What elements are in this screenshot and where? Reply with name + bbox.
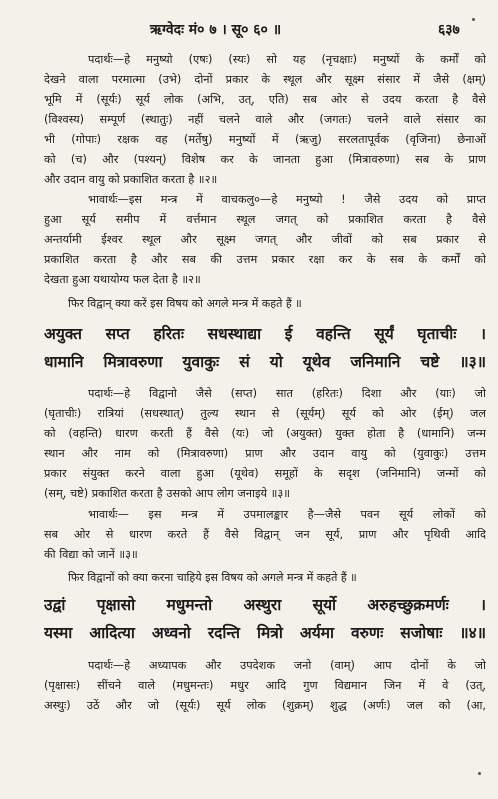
text-line: पदार्थः—हे मनुष्यो (एषः) (स्यः) सो यह (नृचक्षाः) मनुष्यों के कर्मों को xyxy=(88,53,486,66)
text-line: देखता हुआ यथायोग्य फल देता है ॥२॥ xyxy=(44,273,201,286)
page-number: ६३७ xyxy=(438,22,460,38)
padartha-section xyxy=(44,384,486,504)
text-line: (पृक्षासः) सींचने वाले (मधुमन्तः) मधुर आदि गुण विद्यमान जिन में वे (उत्, xyxy=(44,679,486,692)
running-head: ऋग्वेदः मं० ७ । सू० ६० ॥ xyxy=(150,22,282,38)
verse-line: अयुक्त सप्त हरितः सधस्थाद्या ई वहन्ति सूर्यं घृताचीः । xyxy=(44,325,486,343)
text-line: को (वहन्ति) धारण करती हैं वैसे (यः) जो (अयुक्त) युक्त होता है (धामानि) जन्म xyxy=(44,427,486,440)
text-line: देखने वाला परमात्मा (उभे) दोनों प्रकार के स्थूल और सूक्ष्म संसार में जैसे (क्षम्) xyxy=(44,73,486,86)
text-line: प्रकार संयुक्त करने वाला हुआ (यूथेव) समूहों के सदृश (जनिमानि) जन्मों को xyxy=(44,467,486,480)
text-line: अस्थुः) उठें और जो (सूर्यः) सूर्य लोक (शुक्रम्) शुद्ध (अर्णः) जल को (आ, xyxy=(44,699,486,712)
intro-line: फिर विद्वानों को क्या करना चाहिये इस विषय को अगले मन्त्र में कहते हैं ॥ xyxy=(68,571,357,584)
padartha-section xyxy=(44,50,486,190)
bhavartha-section xyxy=(44,505,486,565)
text-line: (विश्वस्य) सम्पूर्ण (स्थातुः) नहीं चलने वाले और (जगतः) चलने वाले संसार का xyxy=(44,113,486,126)
text-line: अन्तर्यामी ईश्वर स्थूल और सूक्ष्म जगत् और जीवों को सब प्रकार से xyxy=(44,233,486,246)
mantra-verse xyxy=(44,320,486,376)
mantra-intro xyxy=(44,293,486,315)
scan-speck xyxy=(478,772,481,775)
verse-line: उद्वां पृक्षासो मधुमन्तो अस्थुरा सूर्यो अरुहच्छुक्रमर्णः । xyxy=(44,596,486,614)
text-line: को (च) और (पश्यन्) विशेष कर के जानता हुआ (मित्रावरुणा) सब के प्राण xyxy=(44,153,486,166)
text-line: सब ओर से धारण करते हैं वैसे विद्वान् जन सूर्य, प्राण और पृथिवी आदि xyxy=(44,528,486,541)
text-line: भूमि में (सूर्यः) सूर्य लोक (अभि, उत्, एति) सब ओर से उदय करता है वैसे xyxy=(44,93,486,106)
verse-line: यस्मा आदित्या अध्वनो रदन्ति मित्रो अर्यमा वरुणः सजोषाः ॥४॥ xyxy=(44,624,486,642)
text-line: और उदान वायु को प्रकाशित करता है ॥२॥ xyxy=(44,173,218,186)
mantra-intro xyxy=(44,567,486,589)
text-line: हुआ सूर्य समीप में वर्त्तमान स्थूल जगत् को प्रकाशित करता है वैसे xyxy=(44,213,486,226)
text-line: (घृताचीः) रात्रियां (सधस्थात्) तुल्य स्थान से (सूर्यम्) सूर्य को ओर (ईम्) जल xyxy=(44,407,486,420)
text-line: भावार्थः—इस मन्त्र में वाचकलु०—हे मनुष्यो ! जैसे उदय को प्राप्त xyxy=(88,193,486,206)
text-line: पदार्थः—हे अध्यापक और उपदेशक जनो (वाम्) आप दोनों के जो xyxy=(88,659,486,672)
text-line: भी (गोपाः) रक्षक वह (मर्तेषु) मनुष्यों में (ऋजु) सरलतापूर्वक (वृजिना) छेनाओं xyxy=(44,133,486,146)
text-line: (सम्, चष्टे) प्रकाशित करता है उसको आप लोग जनाइये ॥३॥ xyxy=(44,487,291,500)
scan-speck xyxy=(472,18,475,21)
text-line: की विद्या को जानें ॥३॥ xyxy=(44,548,138,561)
intro-line: फिर विद्वान् क्या करें इस विषय को अगले मन्त्र में कहते हैं ॥ xyxy=(68,297,302,310)
page-header xyxy=(0,20,498,42)
verse-line: धामानि मित्रावरुणा युवाकुः सं यो यूथेव जनिमानि चष्टे ॥३॥ xyxy=(44,353,486,371)
text-line: स्थान और नाम को (मित्रावरुणा) प्राण और उदान वायु को (युवाकुः) उत्तम xyxy=(44,447,486,460)
text-line: प्रकाशित करता है और सब की उत्तम प्रकार रक्षा कर के सब के कर्मों को xyxy=(44,253,486,266)
text-line: भावार्थः— इस मन्त्र में उपमालङ्कार है—जैसे पवन सूर्य लोकों को xyxy=(88,508,486,521)
padartha-section xyxy=(44,656,486,716)
text-line: पदार्थः—हे विद्वानो जैसे (सप्त) सात (हरितः) दिशा और (याः) जो xyxy=(88,387,486,400)
bhavartha-section xyxy=(44,190,486,290)
mantra-verse xyxy=(44,591,486,647)
